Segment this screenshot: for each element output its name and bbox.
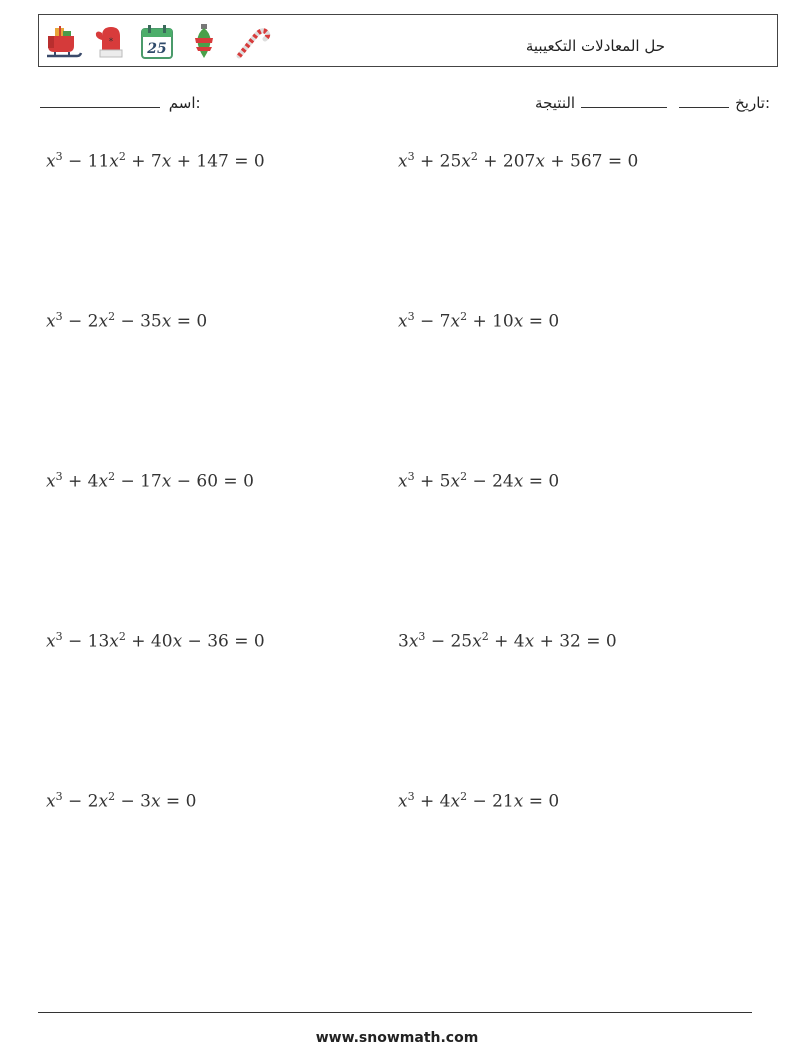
exponent: 3 [407, 310, 415, 323]
name-row [40, 93, 201, 112]
variable: x [398, 151, 408, 172]
variable: x [46, 311, 56, 332]
variable: x [46, 471, 56, 492]
exponent: 2 [118, 150, 126, 163]
variable: x [46, 151, 56, 172]
term: − 7 [414, 311, 451, 332]
variable: x [450, 311, 461, 332]
exponent: 2 [108, 310, 116, 323]
term: + 147 = 0 [171, 151, 265, 172]
term: + 4 [488, 631, 525, 652]
variable: x [46, 631, 56, 652]
term: + 4 [414, 791, 451, 812]
exponent: 2 [481, 630, 489, 643]
footer-website: www.snowmath.com [315, 1030, 479, 1046]
exponent: 3 [418, 630, 426, 643]
exponent: 3 [55, 150, 63, 163]
term: − 60 = 0 [171, 471, 254, 492]
variable: x [98, 471, 109, 492]
variable: x [172, 631, 183, 652]
term: + 25 [414, 151, 462, 172]
term: − 13 [62, 631, 110, 652]
variable: x [450, 471, 461, 492]
variable: x [472, 631, 482, 652]
equation-8 [398, 630, 617, 652]
exponent: 2 [460, 790, 468, 803]
variable: x [98, 311, 109, 332]
equation-6 [398, 470, 559, 492]
exponent: 3 [55, 790, 63, 803]
term: = 0 [523, 791, 560, 812]
equation-9 [46, 790, 196, 812]
exponent: 2 [108, 470, 116, 483]
exponent: 3 [55, 310, 63, 323]
variable: x [398, 791, 408, 812]
term: − 24 [467, 471, 514, 492]
icon-strip [43, 22, 271, 62]
worksheet-title: حل المعادلات التكعيبية [525, 37, 665, 55]
term: = 0 [171, 311, 208, 332]
variable: x [524, 631, 535, 652]
variable: x [535, 151, 545, 172]
exponent: 3 [407, 150, 415, 163]
term: + 567 = 0 [544, 151, 639, 172]
exponent: 3 [407, 470, 415, 483]
svg-text:*: * [108, 37, 114, 47]
variable: x [513, 311, 524, 332]
sleigh-icon [43, 22, 83, 62]
term: = 0 [523, 311, 560, 332]
mitten-icon [90, 22, 130, 62]
date-score-row [535, 93, 770, 112]
term: − 2 [62, 791, 99, 812]
term: = 0 [523, 471, 560, 492]
ornament-icon [184, 22, 224, 62]
equation-3 [46, 310, 207, 332]
footer-divider [38, 1012, 752, 1013]
variable: x [513, 471, 524, 492]
term: − 21 [467, 791, 514, 812]
term: − 25 [425, 631, 473, 652]
equation-5 [46, 470, 254, 492]
variable: x [408, 631, 419, 652]
variable: x [398, 311, 408, 332]
variable: x [98, 791, 109, 812]
term: − 35 [115, 311, 162, 332]
term: − 2 [62, 311, 99, 332]
variable: x [109, 151, 119, 172]
exponent: 3 [407, 790, 415, 803]
term: + 207 [477, 151, 536, 172]
term: + 40 [125, 631, 173, 652]
exponent: 2 [118, 630, 126, 643]
exponent: 2 [470, 150, 478, 163]
variable: x [161, 471, 172, 492]
variable: x [513, 791, 524, 812]
equation-2 [398, 150, 638, 172]
equation-1 [46, 150, 265, 172]
variable: x [161, 311, 172, 332]
exponent: 2 [460, 470, 468, 483]
exponent: 2 [108, 790, 116, 803]
term: + 32 = 0 [534, 631, 617, 652]
candy-cane-icon [231, 22, 271, 62]
exponent: 3 [55, 630, 63, 643]
term: + 10 [467, 311, 514, 332]
variable: x [161, 151, 172, 172]
variable: x [461, 151, 471, 172]
term: − 17 [115, 471, 162, 492]
date-label: :تاريخ [735, 94, 770, 112]
term: − 3 [115, 791, 151, 812]
calendar-25-icon [137, 22, 177, 62]
variable: x [398, 471, 408, 492]
term: − 11 [62, 151, 110, 172]
exponent: 2 [460, 310, 468, 323]
exponent: 3 [55, 470, 63, 483]
variable: x [109, 631, 119, 652]
term: = 0 [160, 791, 197, 812]
equation-7 [46, 630, 265, 652]
equation-4 [398, 310, 559, 332]
name-blank[interactable] [40, 93, 160, 108]
term: − 36 = 0 [182, 631, 265, 652]
header-box [38, 14, 778, 67]
variable: x [46, 791, 56, 812]
term: + 5 [414, 471, 451, 492]
date-blank[interactable] [679, 93, 729, 108]
variable: x [150, 791, 161, 812]
term: + 7 [125, 151, 162, 172]
score-blank[interactable] [581, 93, 667, 108]
term: 3 [398, 631, 409, 652]
score-label: النتيجة [535, 94, 576, 112]
term: + 4 [62, 471, 99, 492]
calendar-day: 25 [147, 41, 167, 57]
variable: x [450, 791, 461, 812]
name-label: :اسم [168, 94, 201, 112]
equation-10 [398, 790, 559, 812]
